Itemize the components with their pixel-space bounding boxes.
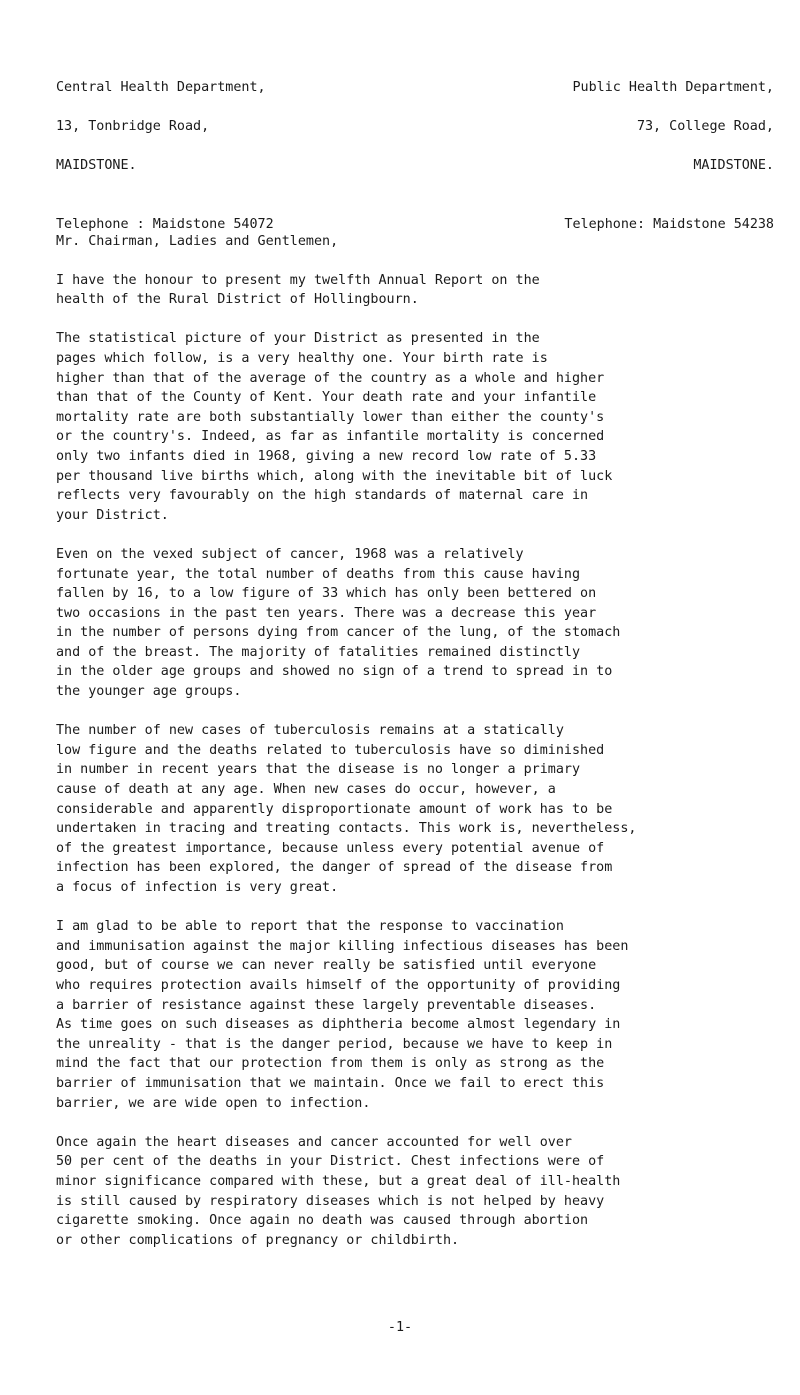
paragraph-line: per thousand live births which, along with the inevitable bit of luck <box>56 468 613 484</box>
paragraph-line: minor significance compared with these, but a great deal of ill-health <box>56 1173 621 1189</box>
address-line: MAIDSTONE. <box>693 157 774 173</box>
address-line: 13, Tonbridge Road, <box>56 118 210 134</box>
paragraph-line: only two infants died in 1968, giving a new record low rate of 5.33 <box>56 448 597 464</box>
salutation: Mr. Chairman, Ladies and Gentlemen, <box>56 234 339 249</box>
paragraph-container <box>56 271 756 1251</box>
paragraph-line: fallen by 16, to a low figure of 33 which has only been bettered on <box>56 586 597 602</box>
report-body <box>56 232 756 1270</box>
paragraph <box>56 545 756 702</box>
central-health-address <box>56 58 274 254</box>
paragraph <box>56 329 756 525</box>
address-line: 73, College Road, <box>636 118 774 134</box>
paragraph-line: barrier, we are wide open to infection. <box>56 1095 371 1111</box>
page-number: -1- <box>387 1320 413 1335</box>
paragraph-line: of the greatest importance, because unless every potential avenue of <box>56 840 605 856</box>
paragraph-line: and of the breast. The majority of fatalities remained distinctly <box>56 644 581 660</box>
paragraph-line: The number of new cases of tuberculosis remains at a statically <box>56 723 564 739</box>
paragraph-line: than that of the County of Kent. Your death rate and your infantile <box>56 390 597 406</box>
paragraph <box>56 1133 756 1251</box>
paragraph-line: low figure and the deaths related to tuberculosis have so diminished <box>56 742 605 758</box>
paragraph-line: and immunisation against the major killing infectious diseases has been <box>56 938 629 954</box>
paragraph <box>56 271 756 310</box>
paragraph-line: I have the honour to present my twelfth Annual Report on the <box>56 272 540 288</box>
address-line: Public Health Department, <box>572 79 774 95</box>
paragraph-line: cause of death at any age. When new cases do occur, however, a <box>56 782 556 798</box>
paragraph-line: Even on the vexed subject of cancer, 1968 was a relatively <box>56 546 524 562</box>
paragraph-line: in number in recent years that the disease is no longer a primary <box>56 762 581 778</box>
paragraph-line: pages which follow, is a very healthy one. Your birth rate is <box>56 350 548 366</box>
paragraph <box>56 721 756 897</box>
public-health-address <box>454 58 774 254</box>
paragraph-line: mortality rate are both substantially lower than either the county's <box>56 409 605 425</box>
public-health-telephone: Telephone: Maidstone 54238 <box>564 217 774 233</box>
paragraph-line: The statistical picture of your District as presented in the <box>56 331 540 347</box>
paragraph-line: good, but of course we can never really be satisfied until everyone <box>56 958 597 974</box>
paragraph-line: or other complications of pregnancy or childbirth. <box>56 1232 460 1248</box>
paragraph-line: a barrier of resistance against these largely preventable diseases. <box>56 997 597 1013</box>
paragraph-line: health of the Rural District of Hollingbourn. <box>56 292 419 308</box>
paragraph-line: 50 per cent of the deaths in your District. Chest infections were of <box>56 1154 605 1170</box>
paragraph-line: higher than that of the average of the country as a whole and higher <box>56 370 605 386</box>
paragraph-line: infection has been explored, the danger of spread of the disease from <box>56 860 613 876</box>
paragraph-line: in the number of persons dying from cancer of the lung, of the stomach <box>56 625 621 641</box>
paragraph-line: barrier of immunisation that we maintain. Once we fail to erect this <box>56 1075 605 1091</box>
paragraph-line: fortunate year, the total number of deaths from this cause having <box>56 566 581 582</box>
paragraph-line: in the older age groups and showed no sign of a trend to spread in to <box>56 664 613 680</box>
paragraph-line: Once again the heart diseases and cancer accounted for well over <box>56 1134 572 1150</box>
paragraph-line: As time goes on such diseases as diphtheria become almost legendary in <box>56 1017 621 1033</box>
paragraph-line: cigarette smoking. Once again no death was caused through abortion <box>56 1213 589 1229</box>
central-health-telephone: Telephone : Maidstone 54072 <box>56 217 274 233</box>
paragraph-line: reflects very favourably on the high standards of maternal care in <box>56 488 589 504</box>
paragraph-line: the unreality - that is the danger period, because we have to keep in <box>56 1036 613 1052</box>
paragraph-line: or the country's. Indeed, as far as infantile mortality is concerned <box>56 429 605 445</box>
paragraph-line: I am glad to be able to report that the response to vaccination <box>56 919 564 935</box>
paragraph-line: is still caused by respiratory diseases which is not helped by heavy <box>56 1193 605 1209</box>
address-line: MAIDSTONE. <box>56 157 137 173</box>
paragraph-line: the younger age groups. <box>56 684 242 700</box>
paragraph-line: mind the fact that our protection from them is only as strong as the <box>56 1056 605 1072</box>
paragraph-line: two occasions in the past ten years. There was a decrease this year <box>56 605 597 621</box>
paragraph <box>56 917 756 1113</box>
address-line: Central Health Department, <box>56 79 266 95</box>
paragraph-line: undertaken in tracing and treating contacts. This work is, nevertheless, <box>56 821 637 837</box>
paragraph-line: considerable and apparently disproportionate amount of work has to be <box>56 801 613 817</box>
paragraph-line: who requires protection avails himself of the opportunity of providing <box>56 977 621 993</box>
paragraph-line: a focus of infection is very great. <box>56 880 339 895</box>
paragraph-line: your District. <box>56 507 169 523</box>
